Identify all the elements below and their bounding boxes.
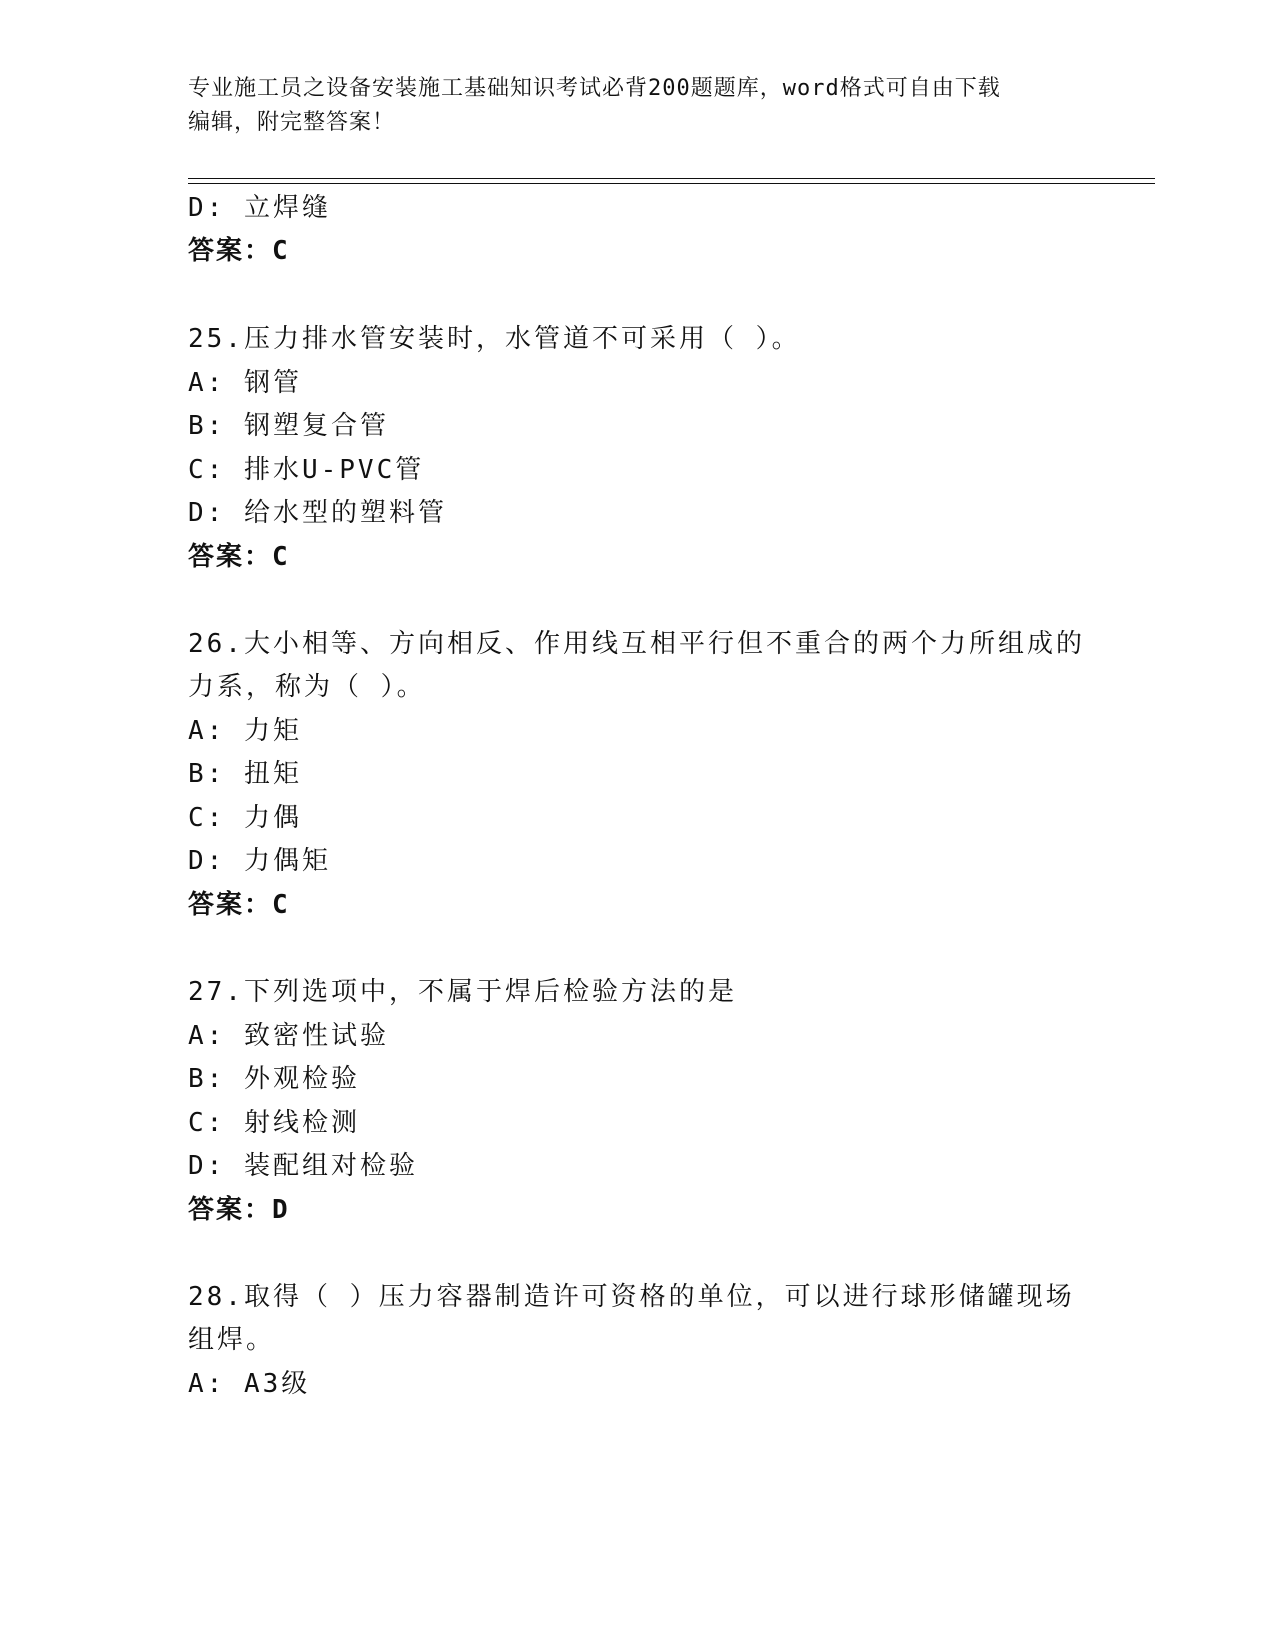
q27-option-d: D: 装配组对检验 [188, 1151, 418, 1181]
header-divider-bottom [188, 183, 1155, 184]
prev-answer: 答案：C [188, 236, 290, 266]
header-title-line1: 专业施工员之设备安装施工基础知识考试必背200题题库，word格式可自由下载 [188, 76, 1001, 101]
q25-option-d: D: 给水型的塑料管 [188, 498, 447, 528]
q27-option-a: A: 致密性试验 [188, 1021, 389, 1051]
header-divider-top [188, 178, 1155, 179]
q26-option-c: C: 力偶 [188, 803, 302, 833]
document-header [188, 72, 1068, 140]
q28-stem-line1: 28.取得（ ）压力容器制造许可资格的单位，可以进行球形储罐现场 [188, 1282, 1075, 1312]
q27-answer: 答案：D [188, 1195, 290, 1225]
prev-option-d: D: 立焊缝 [188, 193, 331, 223]
q26-option-b: B: 扭矩 [188, 759, 302, 789]
q26-option-a: A: 力矩 [188, 716, 302, 746]
q26-stem-line1: 26.大小相等、方向相反、作用线互相平行但不重合的两个力所组成的 [188, 629, 1085, 659]
q27-stem: 27.下列选项中，不属于焊后检验方法的是 [188, 977, 737, 1007]
q26-option-d: D: 力偶矩 [188, 846, 331, 876]
q25-stem: 25.压力排水管安装时，水管道不可采用（ ）。 [188, 324, 801, 354]
q27-option-c: C: 射线检测 [188, 1108, 360, 1138]
q26-stem-line2: 力系，称为（ ）。 [188, 672, 426, 702]
q25-answer: 答案：C [188, 542, 290, 572]
q26-answer: 答案：C [188, 890, 290, 920]
q25-option-c: C: 排水U-PVC管 [188, 455, 425, 485]
q25-option-b: B: 钢塑复合管 [188, 411, 389, 441]
q28-stem-line2: 组焊。 [188, 1325, 276, 1355]
q28-option-a: A: A3级 [188, 1369, 311, 1399]
q27-option-b: B: 外观检验 [188, 1064, 360, 1094]
q25-option-a: A: 钢管 [188, 368, 302, 398]
header-title-line2: 编辑，附完整答案！ [188, 110, 396, 135]
